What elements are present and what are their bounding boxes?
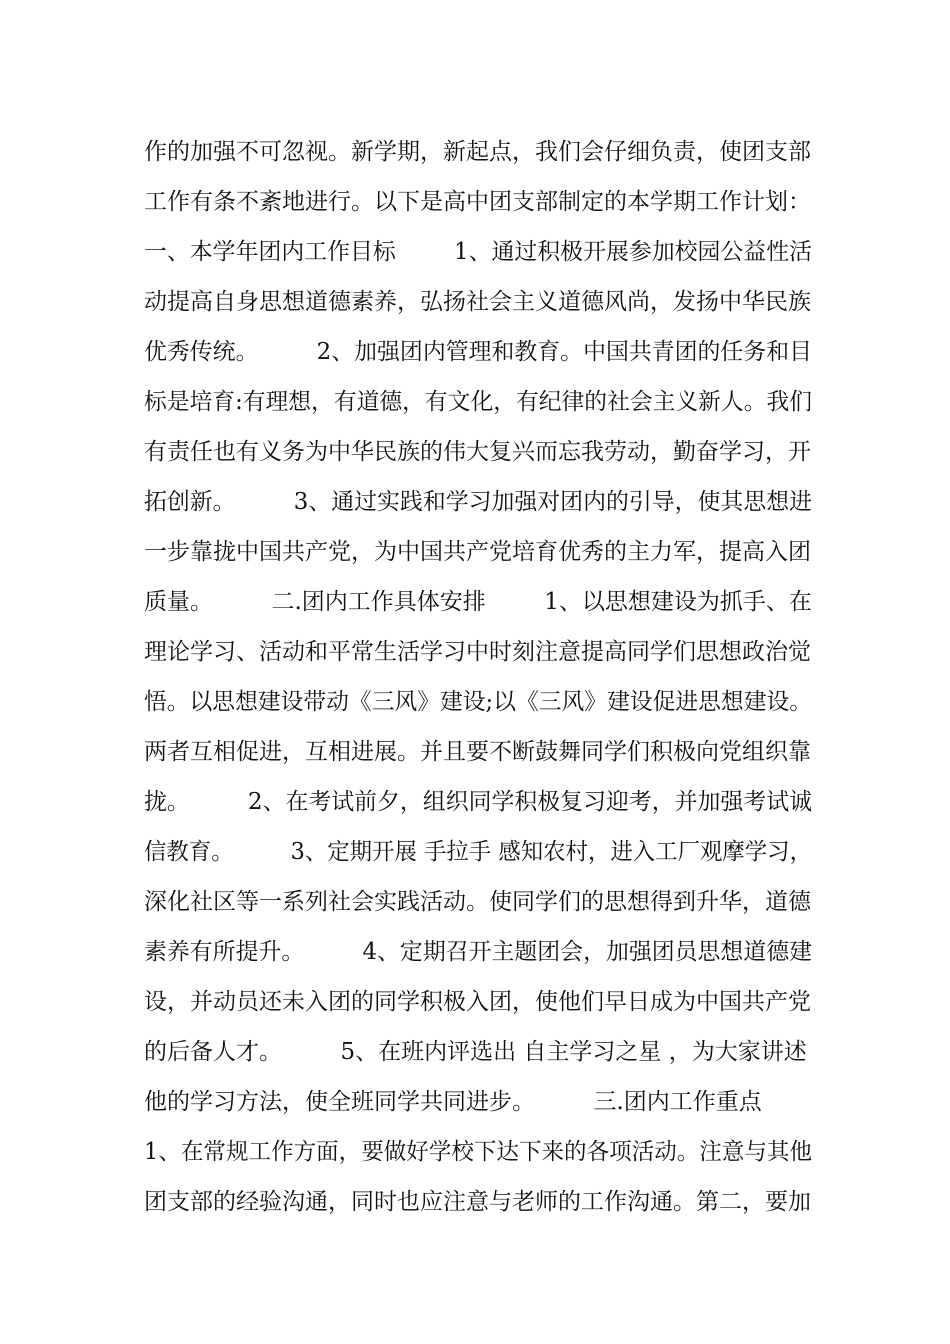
- text-line: [144, 877, 812, 927]
- text-line: [144, 377, 812, 427]
- text-line: [144, 577, 812, 627]
- line-text: 深化社区等一系列社会实践活动。使同学们的思想得到升华，道德: [144, 889, 811, 915]
- line-text: 两者互相促进，互相进展。并且要不断鼓舞同学们积极向党组织靠: [144, 739, 811, 765]
- line-text: 他的学习方法，使全班同学共同进步。 三.团内工作重点: [144, 1089, 762, 1115]
- text-line: [144, 927, 812, 977]
- body-text: [144, 127, 812, 1227]
- text-line: [144, 277, 812, 327]
- line-text: 1、在常规工作方面，要做好学校下达下来的各项活动。注意与其他: [144, 1139, 812, 1165]
- text-line: [144, 627, 812, 677]
- line-text: 的后备人才。 5、在班内评选出 自主学习之星 ，为大家讲述: [144, 1039, 807, 1065]
- line-text: 一步靠拢中国共产党，为中国共产党培育优秀的主力军，提高入团: [144, 539, 811, 565]
- text-line: [144, 1077, 812, 1127]
- text-line: [144, 1177, 812, 1227]
- line-text: 悟。以思想建设带动《三风》建设;以《三风》建设促进思想建设。: [144, 689, 812, 715]
- line-text: 信教育。 3、定期开展 手拉手 感知农村，进入工厂观摩学习，: [144, 839, 812, 865]
- text-line: [144, 977, 812, 1027]
- text-line: [144, 1027, 812, 1077]
- line-text: 素养有所提升。 4、定期召开主题团会，加强团员思想道德建: [144, 939, 812, 965]
- text-line: [144, 227, 812, 277]
- line-text: 拓创新。 3、通过实践和学习加强对团内的引导，使其思想进: [144, 489, 812, 515]
- line-text: 质量。 二.团内工作具体安排 1、以思想建设为抓手、在: [144, 589, 812, 615]
- text-line: [144, 127, 812, 177]
- text-line: [144, 527, 812, 577]
- text-line: [144, 777, 812, 827]
- line-text: 拢。 2、在考试前夕，组织同学积极复习迎考，并加强考试诚: [144, 789, 812, 815]
- text-line: [144, 1127, 812, 1177]
- line-text: 动提高自身思想道德素养，弘扬社会主义道德风尚，发扬中华民族: [144, 289, 811, 315]
- line-text: 设，并动员还未入团的同学积极入团，使他们早日成为中国共产党: [144, 989, 811, 1015]
- text-line: [144, 677, 812, 727]
- line-text: 优秀传统。 2、加强团内管理和教育。中国共青团的任务和目: [144, 339, 812, 365]
- line-text: 标是培育:有理想，有道德，有文化，有纪律的社会主义新人。我们: [144, 389, 812, 415]
- text-line: [144, 827, 812, 877]
- text-line: [144, 427, 812, 477]
- text-line: [144, 477, 812, 527]
- line-text: 理论学习、活动和平常生活学习中时刻注意提高同学们思想政治觉: [144, 639, 811, 665]
- line-text: 团支部的经验沟通，同时也应注意与老师的工作沟通。第二，要加: [144, 1189, 811, 1215]
- line-text: 一、本学年团内工作目标 1、通过积极开展参加校园公益性活: [144, 239, 812, 265]
- text-line: [144, 177, 812, 227]
- line-text: 作的加强不可忽视。新学期，新起点，我们会仔细负责，使团支部: [144, 139, 811, 165]
- text-line: [144, 727, 812, 777]
- text-line: [144, 327, 812, 377]
- line-text: 工作有条不紊地进行。以下是高中团支部制定的本学期工作计划：: [144, 189, 811, 215]
- line-text: 有责任也有义务为中华民族的伟大复兴而忘我劳动，勤奋学习，开: [144, 439, 811, 465]
